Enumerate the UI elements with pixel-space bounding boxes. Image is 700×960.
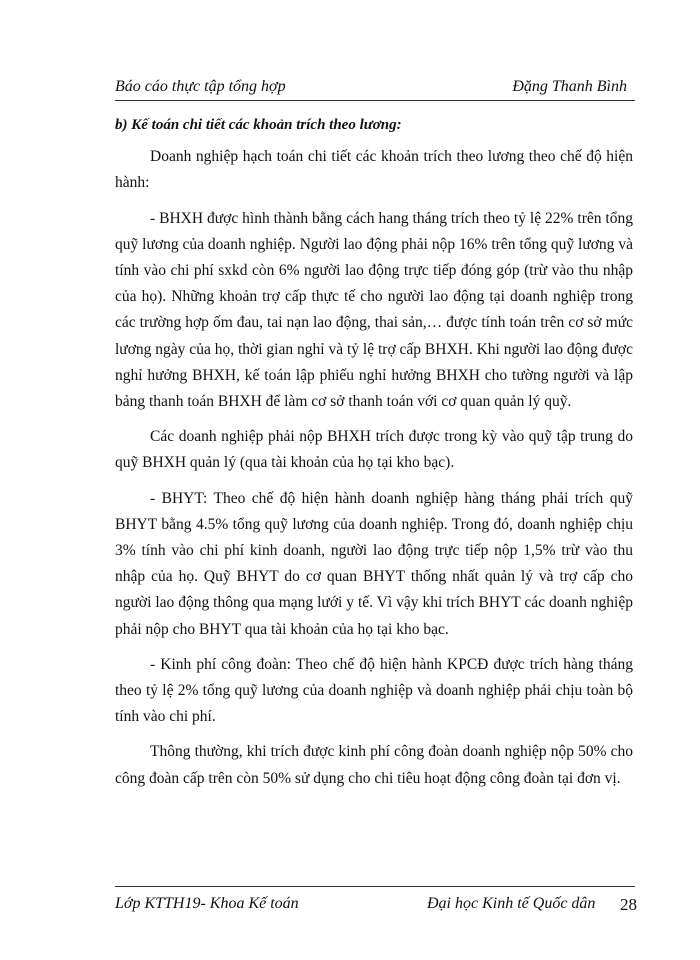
paragraph-bhxh: - BHXH được hình thành bằng cách hang tháng trích theo tỷ lệ 22% trên tổng quỹ lương của doanh nghiệp. Người lao động phải nộp 16% trên tổng quỹ lương và tính vào chi phí sxkd còn 6% người lao động trực tiếp đóng góp (trừ vào thu nhập của họ). Những khoản trợ cấp thực tế cho người lao động tại doanh nghiệp trong các trường hợp ốm đau, tai nạn lao động, thai sản,… được tính toán trên cơ sở mức lương ngày của họ, thời gian nghỉ và tỷ lệ trợ cấp BHXH. Khi người lao động được nghỉ hưởng BHXH, kế toán lập phiếu nghỉ hưởng BHXH cho tường người và lập bảng thanh toán BHXH để làm cơ sở thanh toán với cơ quan quản lý quỹ. bbox=[115, 209, 633, 411]
document-body bbox=[115, 112, 633, 801]
footer-university: Đại học Kinh tế Quốc dân bbox=[427, 895, 596, 912]
paragraph-conclusion: Thông thường, khi trích được kinh phí công đoàn doanh nghiệp nộp 50% cho công đoàn cấp trên còn 50% sử dụng cho chi tiêu hoạt động công đoàn tại đơn vị. bbox=[115, 743, 633, 787]
page-header bbox=[115, 78, 635, 101]
section-heading: b) Kế toán chi tiết các khoản trích theo lương: bbox=[115, 117, 402, 133]
page-number: 28 bbox=[620, 895, 637, 914]
paragraph-bhyt: - BHYT: Theo chế độ hiện hành doanh nghiệp hàng tháng phải trích quỹ BHYT bằng 4.5% tổng quỹ lương của doanh nghiệp. Trong đó, doanh nghiệp chịu 3% tính vào chi phí kinh doanh, người lao động trực tiếp nộp 1,5% trừ vào thu nhập của họ. Quỹ BHYT do cơ quan BHYT thống nhất quản lý và trợ cấp cho người lao động thông qua mạng lưới y tế. Vì vậy khi trích BHYT các doanh nghiệp phải nộp cho BHYT qua tài khoản của họ tại kho bạc. bbox=[115, 489, 633, 638]
footer-class-info: Lớp KTTH19- Khoa Kế toán bbox=[115, 895, 299, 912]
header-report-title: Báo cáo thực tập tổng hợp bbox=[115, 78, 286, 95]
header-author-name: Đặng Thanh Bình bbox=[512, 78, 627, 95]
page-footer bbox=[115, 886, 635, 917]
paragraph-kpcd: - Kinh phí công đoàn: Theo chế độ hiện hành KPCĐ được trích hàng tháng theo tỷ lệ 2% tổng quỹ lương của doanh nghiệp và doanh nghiệp phải chịu toàn bộ tính vào chi phí. bbox=[115, 655, 633, 726]
paragraph-bhxh-fund: Các doanh nghiệp phải nộp BHXH trích được trong kỳ vào quỹ tập trung do quỹ BHXH quản lý (qua tài khoản của họ tại kho bạc). bbox=[115, 428, 633, 472]
paragraph-intro: Doanh nghiệp hạch toán chi tiết các khoản trích theo lương theo chế độ hiện hành: bbox=[115, 148, 633, 192]
